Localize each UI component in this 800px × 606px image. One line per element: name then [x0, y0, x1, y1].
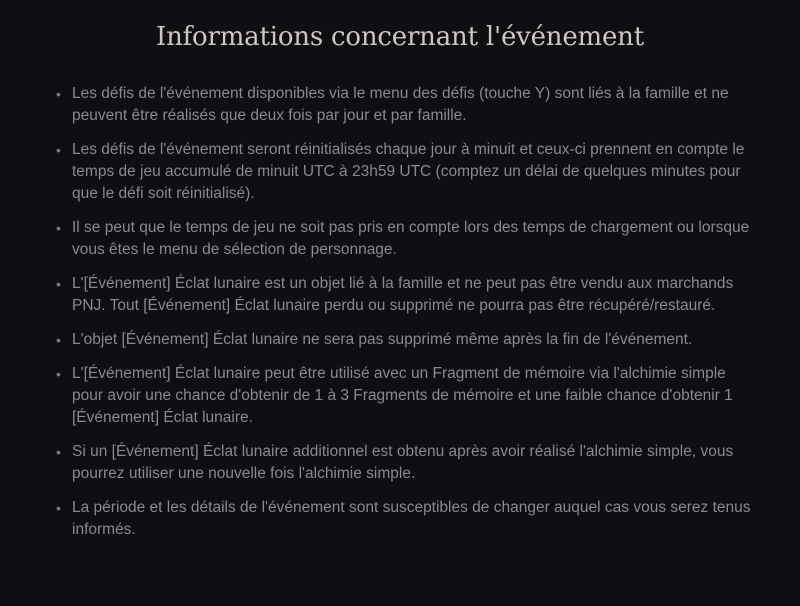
list-item — [52, 329, 752, 351]
list-item-text: Les défis de l'événement disponibles via le menu des défis (touche Y) sont liés à la famille et ne peuvent être réalisés que deux fois par jour et par famille. — [72, 85, 729, 124]
list-item-text: L'objet [Événement] Éclat lunaire ne sera pas supprimé même après la fin de l'événement. — [72, 331, 693, 348]
bullet-icon: • — [56, 332, 61, 348]
list-item — [52, 497, 752, 541]
page-title: Informations concernant l'événement — [156, 22, 644, 52]
list-item-text: Il se peut que le temps de jeu ne soit pas pris en compte lors des temps de chargement ou lorsque vous êtes le menu de sélection de personnage. — [72, 219, 750, 258]
bullet-icon: • — [56, 142, 61, 158]
list-item — [52, 363, 752, 429]
bullet-icon: • — [56, 276, 61, 292]
bullet-icon: • — [56, 366, 61, 382]
list-item-text: L'[Événement] Éclat lunaire est un objet lié à la famille et ne peut pas être vendu aux marchands PNJ. Tout [Événement] Éclat lunaire perdu ou supprimé ne pourra pas être récupéré/restauré. — [72, 275, 734, 314]
list-item — [52, 139, 752, 205]
bullet-icon: • — [56, 444, 61, 460]
list-item-text: La période et les détails de l'événement sont susceptibles de changer auquel cas vous serez tenus informés. — [72, 499, 751, 538]
bullet-icon: • — [56, 86, 61, 102]
list-item-text: L'[Événement] Éclat lunaire peut être utilisé avec un Fragment de mémoire via l'alchimie simple pour avoir une chance d'obtenir de 1 à 3 Fragments de mémoire et une faible chance d'obtenir 1 [Événement] Éclat lunaire. — [72, 365, 733, 426]
list-item — [52, 217, 752, 261]
list-item — [52, 273, 752, 317]
bullet-icon: • — [56, 220, 61, 236]
list-item-text: Les défis de l'événement seront réinitialisés chaque jour à minuit et ceux-ci prennent en compte le temps de jeu accumulé de minuit UTC à 23h59 UTC (comptez un délai de quelques minutes pour que le défi soit réinitialisé). — [72, 141, 745, 202]
bullet-icon: • — [56, 500, 61, 516]
list-item — [52, 83, 752, 127]
list-item — [52, 441, 752, 485]
list-item-text: Si un [Événement] Éclat lunaire additionnel est obtenu après avoir réalisé l'alchimie simple, vous pourrez utiliser une nouvelle fois l'alchimie simple. — [72, 443, 734, 482]
info-list — [52, 83, 752, 553]
